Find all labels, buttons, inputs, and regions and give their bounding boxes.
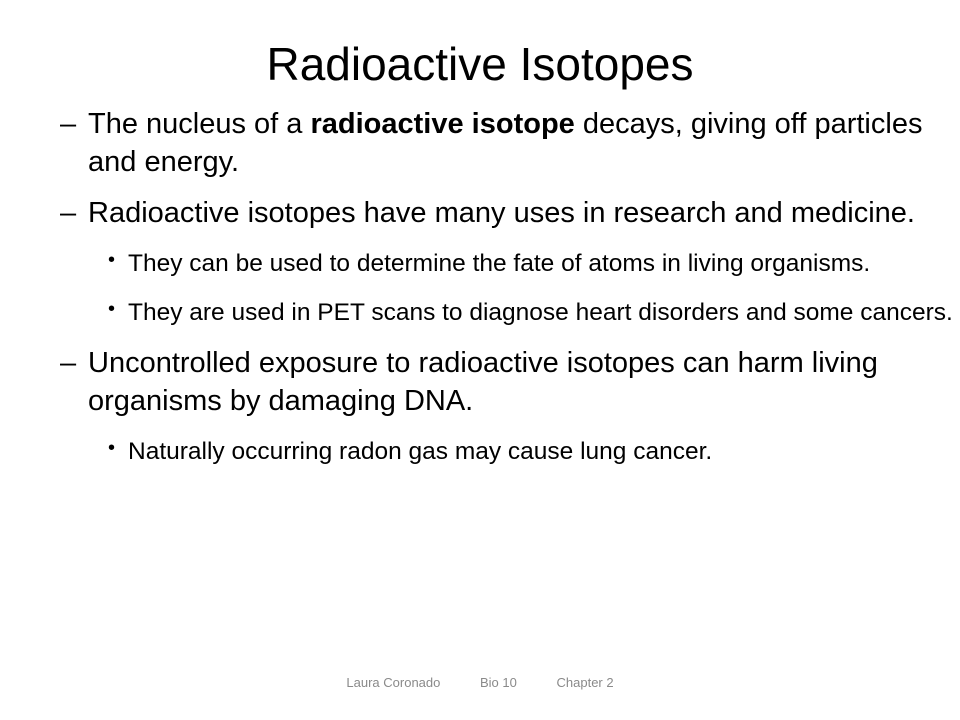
sub-bullet-item	[48, 296, 953, 329]
sub-bullet-item	[48, 247, 953, 280]
bullet-text-end: decays, giving off particles and energy.	[88, 108, 923, 178]
bold-term: radioactive isotope	[310, 108, 575, 140]
slide-body	[48, 106, 953, 484]
footer-chapter: Chapter 2	[556, 675, 614, 690]
dash-marker: –	[60, 347, 77, 380]
bullet-dot-marker: •	[108, 249, 116, 272]
footer-author: Laura Coronado	[346, 675, 441, 690]
bullet-dot-marker: •	[108, 436, 116, 459]
bullet-text: Uncontrolled exposure to radioactive isotopes can harm living organisms by damaging DNA.	[88, 347, 878, 417]
slide-footer	[0, 675, 960, 690]
dash-marker: –	[60, 197, 77, 230]
bullet-item	[48, 345, 953, 420]
footer-course: Bio 10	[480, 675, 517, 690]
bullet-text	[88, 108, 922, 178]
dash-marker: –	[60, 108, 77, 140]
sub-bullet-text: They are used in PET scans to diagnose heart disorders and some cancers.	[128, 299, 953, 327]
bullet-dot-marker: •	[108, 298, 116, 321]
bullet-item	[48, 106, 953, 181]
sub-bullet-item	[48, 435, 953, 468]
bullet-text-start: The nucleus of a	[88, 108, 311, 140]
sub-bullet-text: Naturally occurring radon gas may cause lung cancer.	[128, 437, 713, 465]
bullet-text: Radioactive isotopes have many uses in research and medicine.	[88, 197, 915, 230]
bullet-item	[48, 195, 953, 233]
slide-title: Radioactive Isotopes	[266, 38, 694, 90]
sub-bullet-text: They can be used to determine the fate of atoms in living organisms.	[128, 250, 871, 278]
